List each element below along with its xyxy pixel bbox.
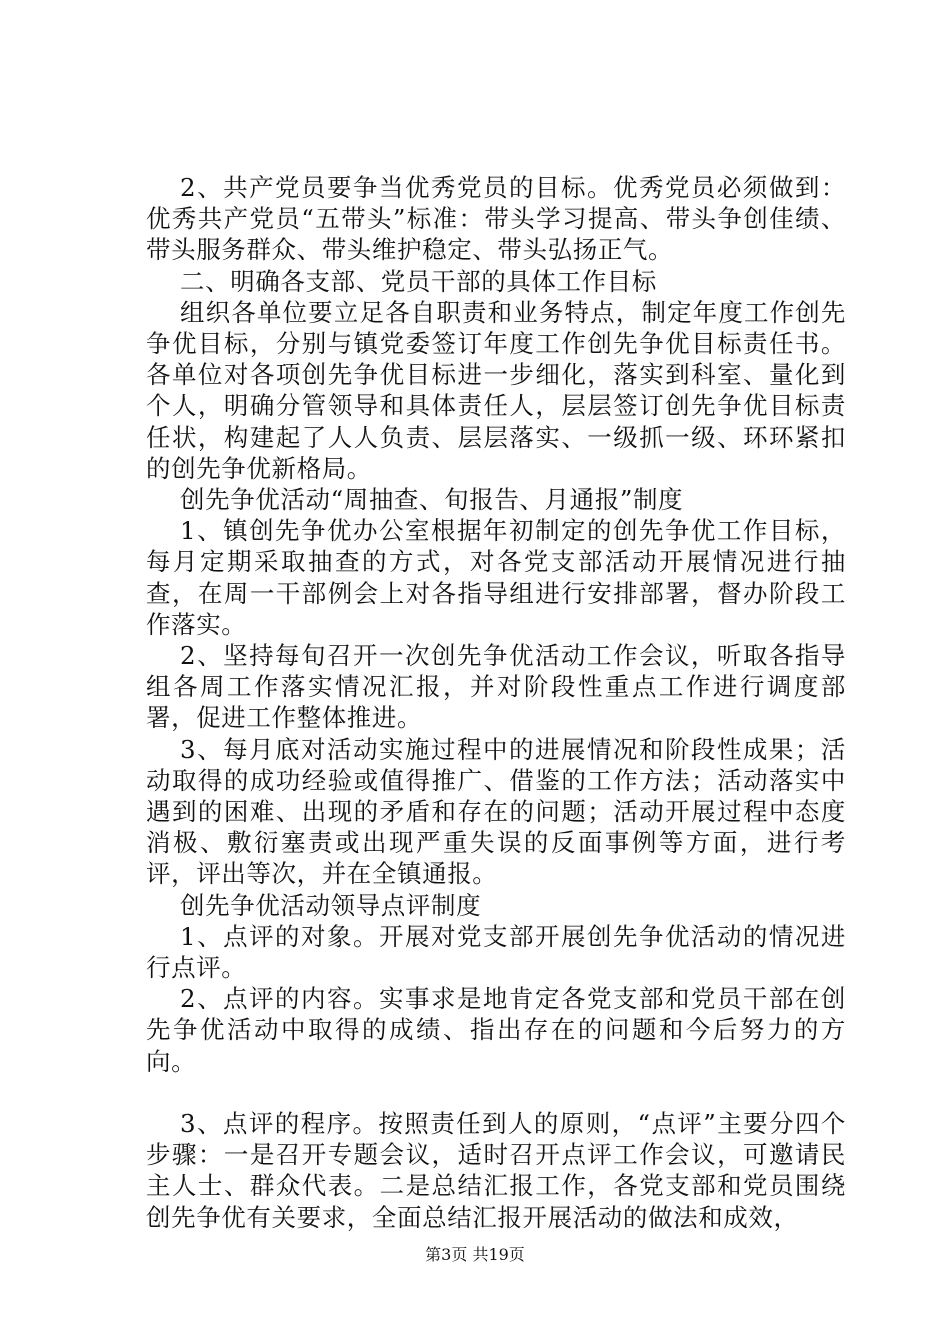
paragraph: 1、镇创先争优办公室根据年初制定的创先争优工作目标，每月定期采取抽查的方式，对各党支部活动开展情况进行抽查，在周一干部例会上对各指导组进行安排部署，督办阶段工作落实。 <box>146 516 846 639</box>
paragraph: 2、点评的内容。实事求是地肯定各党支部和党员干部在创先争优活动中取得的成绩、指出存在的问题和今后努力的方向。 <box>146 984 846 1076</box>
section-heading: 二、明确各支部、党员干部的具体工作目标 <box>180 266 657 296</box>
paragraph: 3、每月底对活动实施过程中的进展情况和阶段性成果；活动取得的成功经验或值得推广、借鉴的工作方法；活动落实中遇到的困难、出现的矛盾和存在的问题；活动开展过程中态度消极、敷衍塞责或出现严重失误的反面事例等方面，进行考评，评出等次，并在全镇通报。 <box>146 734 846 889</box>
page-number: 第3页 共19页 <box>425 1245 525 1264</box>
paragraph: 3、点评的程序。按照责任到人的原则，“点评”主要分四个步骤：一是召开专题会议，适时召开点评工作会议，可邀请民主人士、群众代表。二是总结汇报工作，各党支部和党员围绕创先争优有关要求，全面总结汇报开展活动的做法和成效， <box>146 1108 846 1232</box>
paragraph: 2、坚持每旬召开一次创先争优活动工作会议，听取各指导组各周工作落实情况汇报，并对阶段性重点工作进行调度部署，促进工作整体推进。 <box>146 641 846 733</box>
page-footer <box>0 1245 950 1265</box>
section-heading: 创先争优活动“周抽查、旬报告、月通报”制度 <box>180 485 684 515</box>
paragraph: 2、共产党员要争当优秀党员的目标。优秀党员必须做到：优秀共产党员“五带头”标准：带头学习提高、带头争创佳绩、带头服务群众、带头维护稳定、带头弘扬正气。 <box>146 173 846 265</box>
paragraph: 组织各单位要立足各自职责和业务特点，制定年度工作创先争优目标，分别与镇党委签订年度工作创先争优目标责任书。各单位对各项创先争优目标进一步细化，落实到科室、量化到个人，明确分管领导和具体责任人，层层签订创先争优目标责任状，构建起了人人负责、层层落实、一级抓一级、环环紧扣的创先争优新格局。 <box>146 297 846 483</box>
section-heading: 创先争优活动领导点评制度 <box>180 890 482 920</box>
paragraph: 1、点评的对象。开展对党支部开展创先争优活动的情况进行点评。 <box>146 921 846 983</box>
document-body <box>146 172 846 1233</box>
